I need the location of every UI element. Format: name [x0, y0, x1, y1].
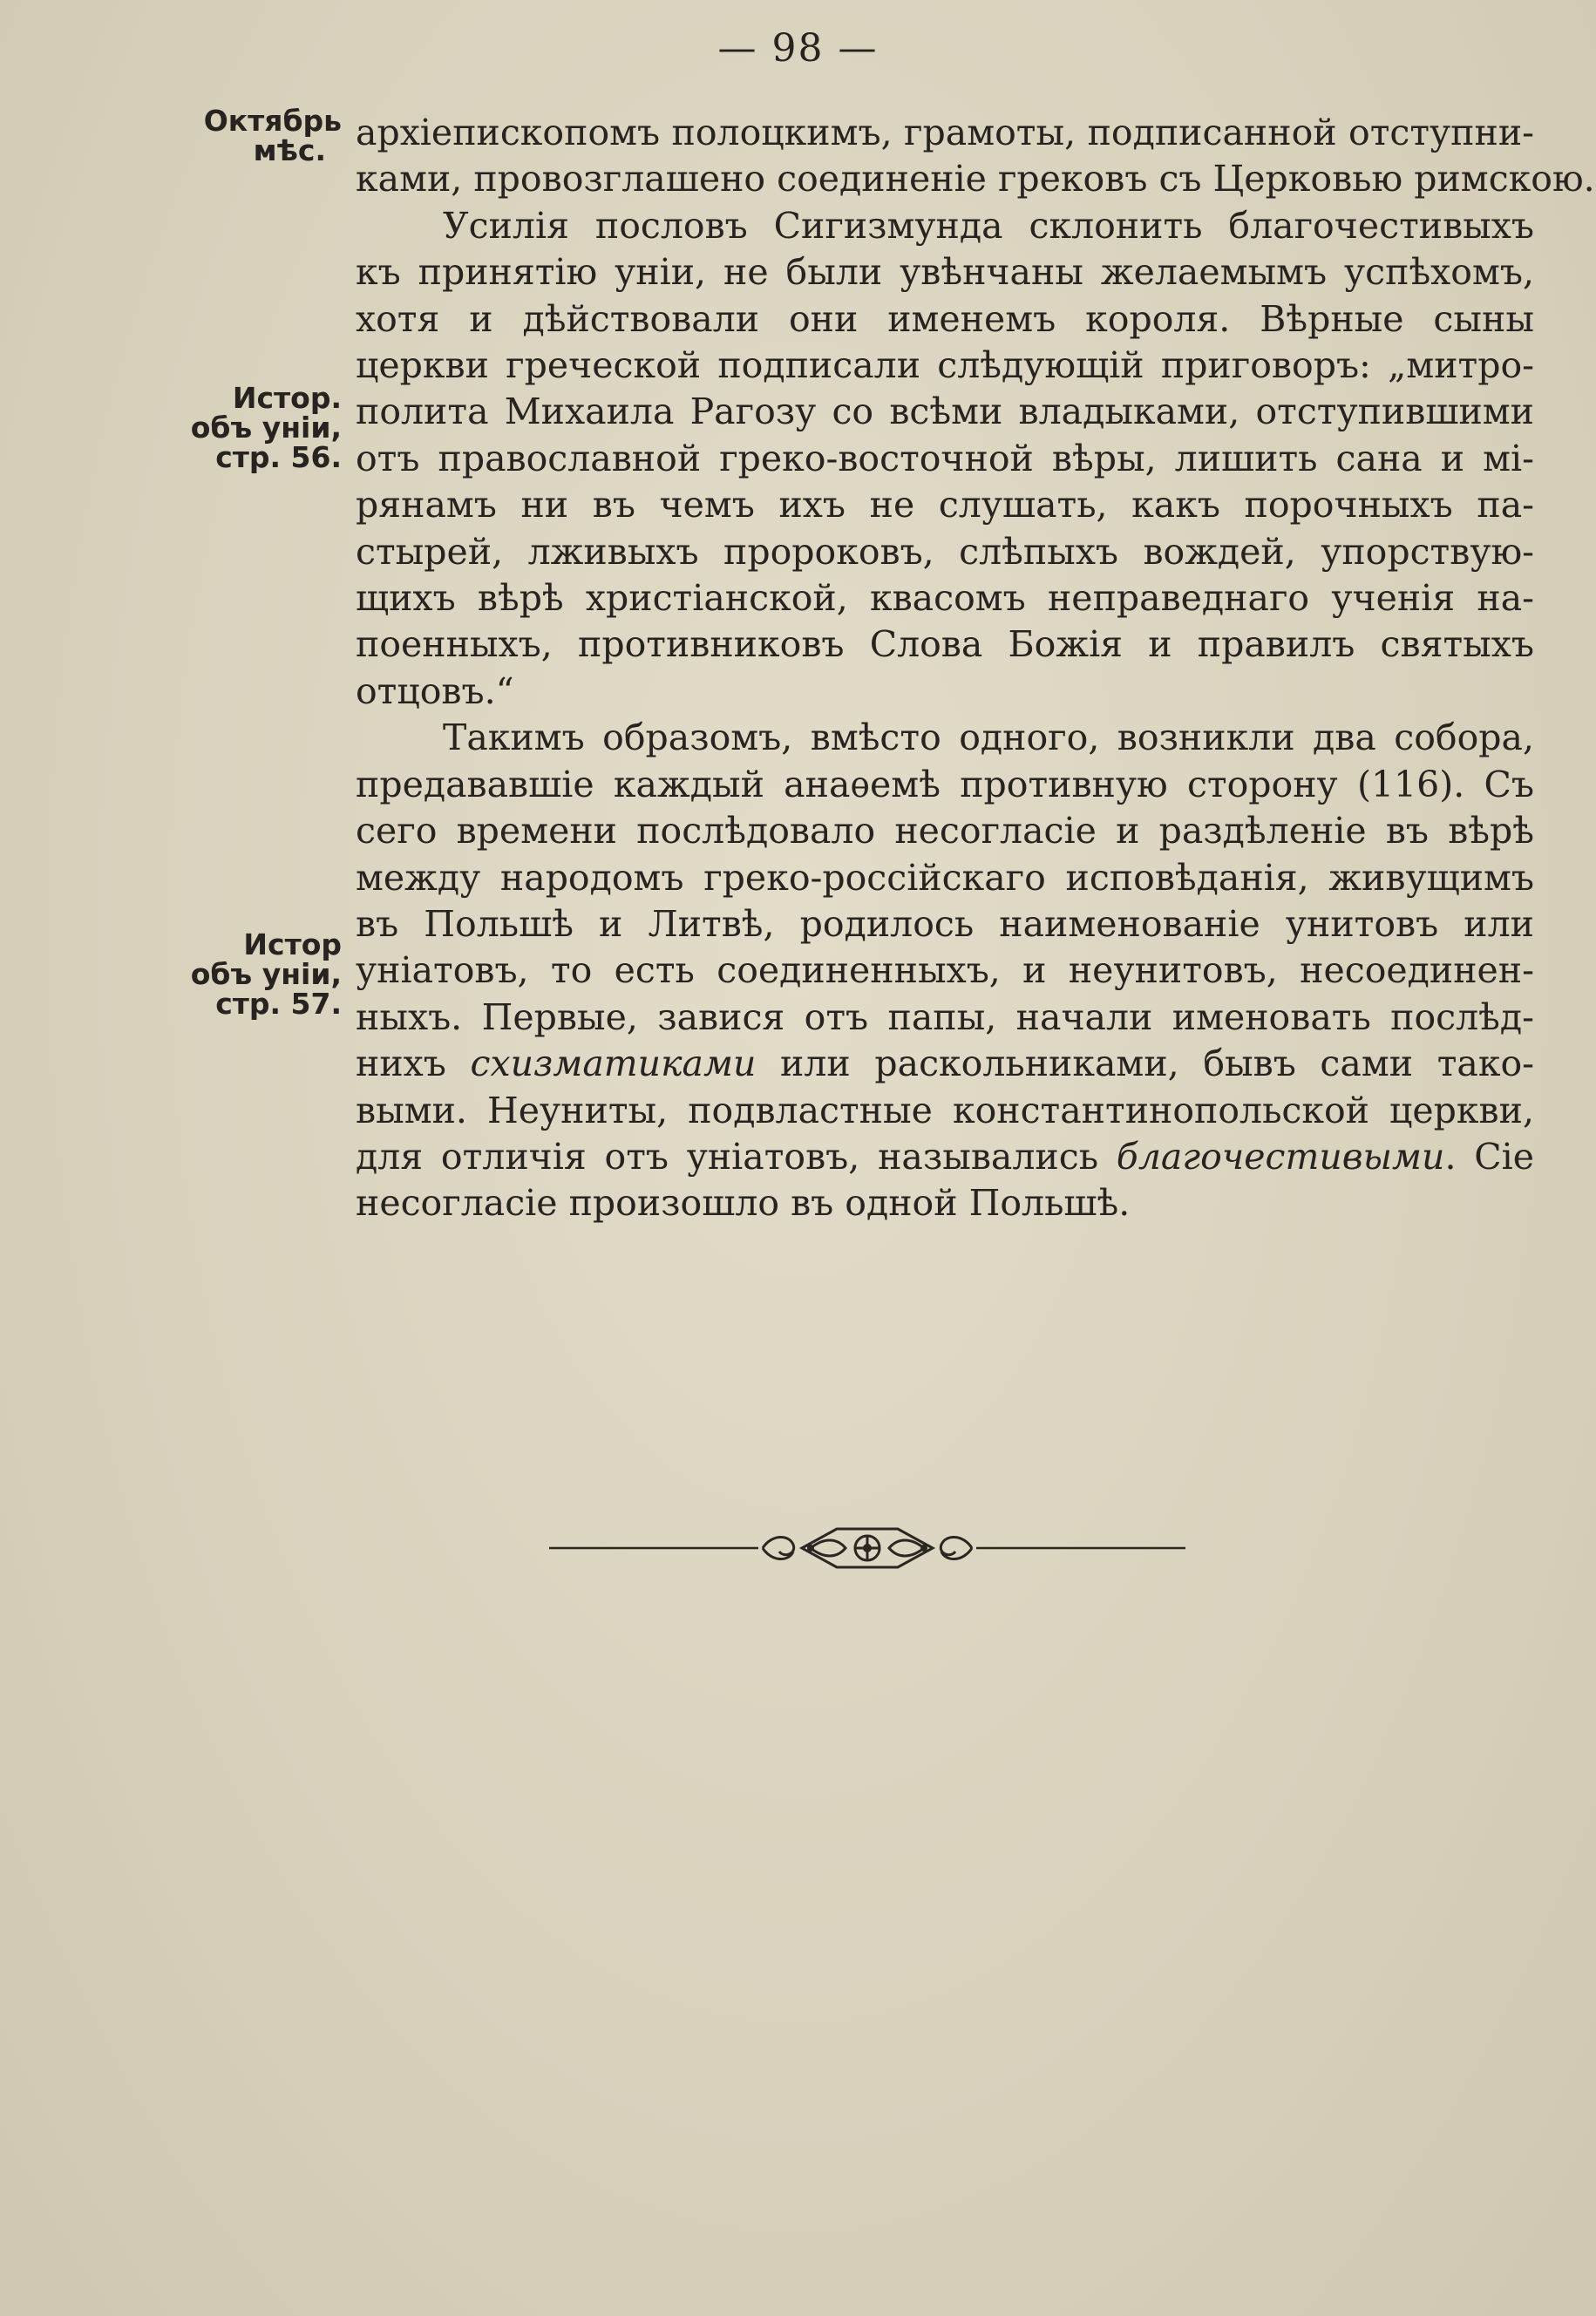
paragraph-1: [356, 110, 1595, 203]
text-line: въ Польшѣ и Литвѣ, родилось наименованіе унитовъ или: [356, 902, 1534, 945]
text-line: полита Михаила Рагозу со всѣми владыками, отступившими: [356, 391, 1534, 433]
paragraph-2: [356, 203, 1534, 715]
margin-note-line: стр. 57.: [215, 987, 342, 1021]
text-line: хотя и дѣйствовали они именемъ короля. Вѣрные сыны: [356, 297, 1534, 340]
text-line: щихъ вѣрѣ христіанской, квасомъ неправеднаго ученія на-: [356, 577, 1534, 620]
text-line: между народомъ греко-россійскаго исповѣданія, живущимъ: [356, 856, 1534, 899]
margin-note-reference-2: [185, 927, 342, 1021]
text-line: сего времени послѣдовало несогласіе и раздѣленіе въ вѣрѣ: [356, 810, 1534, 852]
page-number: — 98 —: [717, 26, 879, 71]
text-line: архіепископомъ полоцкимъ, грамоты, подписанной отступни-: [356, 112, 1534, 153]
emphasis-schismatics: схизматиками: [470, 1043, 757, 1085]
text-segment: или раскольниками, бывъ сами тако-: [756, 1043, 1534, 1085]
margin-note-line: объ уніи,: [190, 957, 342, 991]
margin-note-line: мѣс.: [253, 133, 326, 167]
text-line: уніатовъ, то есть соединенныхъ, и неунитовъ, несоединен-: [356, 949, 1534, 992]
margin-note-line: Октябрь: [203, 104, 342, 138]
text-line: къ принятію уніи, не были увѣнчаны желаемымъ успѣхомъ,: [356, 251, 1534, 294]
paragraph-3: [356, 715, 1534, 1226]
text-line: [356, 1134, 1534, 1180]
text-line: выми. Неуниты, подвластные константинопольской церкви,: [356, 1089, 1534, 1131]
text-segment: нихъ: [356, 1043, 471, 1085]
text-line: предававшіе каждый анаѳемѣ противную сторону (116). Съ: [356, 763, 1534, 805]
text-line: Усилія пословъ Сигизмунда склонить благочестивыхъ: [443, 204, 1534, 247]
text-line: стырей, лживыхъ пророковъ, слѣпыхъ вождей, упорствую-: [356, 530, 1534, 573]
text-segment: . Сіе: [1444, 1135, 1534, 1178]
margin-note-line: стр. 56.: [215, 440, 342, 474]
margin-note-date: [185, 106, 342, 166]
margin-note-line: Истор.: [232, 381, 342, 415]
margin-note-line: Истор: [243, 927, 342, 961]
text-line: поенныхъ, противниковъ Слова Божія и правилъ святыхъ: [356, 623, 1534, 666]
text-line: Такимъ образомъ, вмѣсто одного, возникли два собора,: [443, 717, 1534, 759]
ornament-divider-icon: [549, 1517, 1185, 1578]
text-line: ками, провозглашено соединеніе грековъ съ Церковью римскою.: [356, 158, 1595, 200]
text-line: несогласіе произошло въ одной Польшѣ.: [356, 1182, 1131, 1225]
text-line: рянамъ ни въ чемъ ихъ не слушать, какъ порочныхъ па-: [356, 484, 1534, 526]
text-line: церкви греческой подписали слѣдующій приговоръ: „митро-: [356, 344, 1534, 387]
text-segment: для отличія отъ уніатовъ, назывались: [356, 1135, 1117, 1178]
emphasis-pious: благочестивыми: [1116, 1135, 1445, 1178]
text-line: ныхъ. Первые, завися отъ папы, начали именовать послѣд-: [356, 995, 1534, 1038]
text-line: [356, 1041, 1534, 1087]
margin-note-line: объ уніи,: [190, 411, 342, 445]
margin-note-reference-1: [185, 381, 342, 474]
body-text: [356, 110, 1595, 1227]
text-line: отъ православной греко-восточной вѣры, лишить сана и мі-: [356, 437, 1534, 479]
text-line: отцовъ.“: [356, 669, 514, 712]
